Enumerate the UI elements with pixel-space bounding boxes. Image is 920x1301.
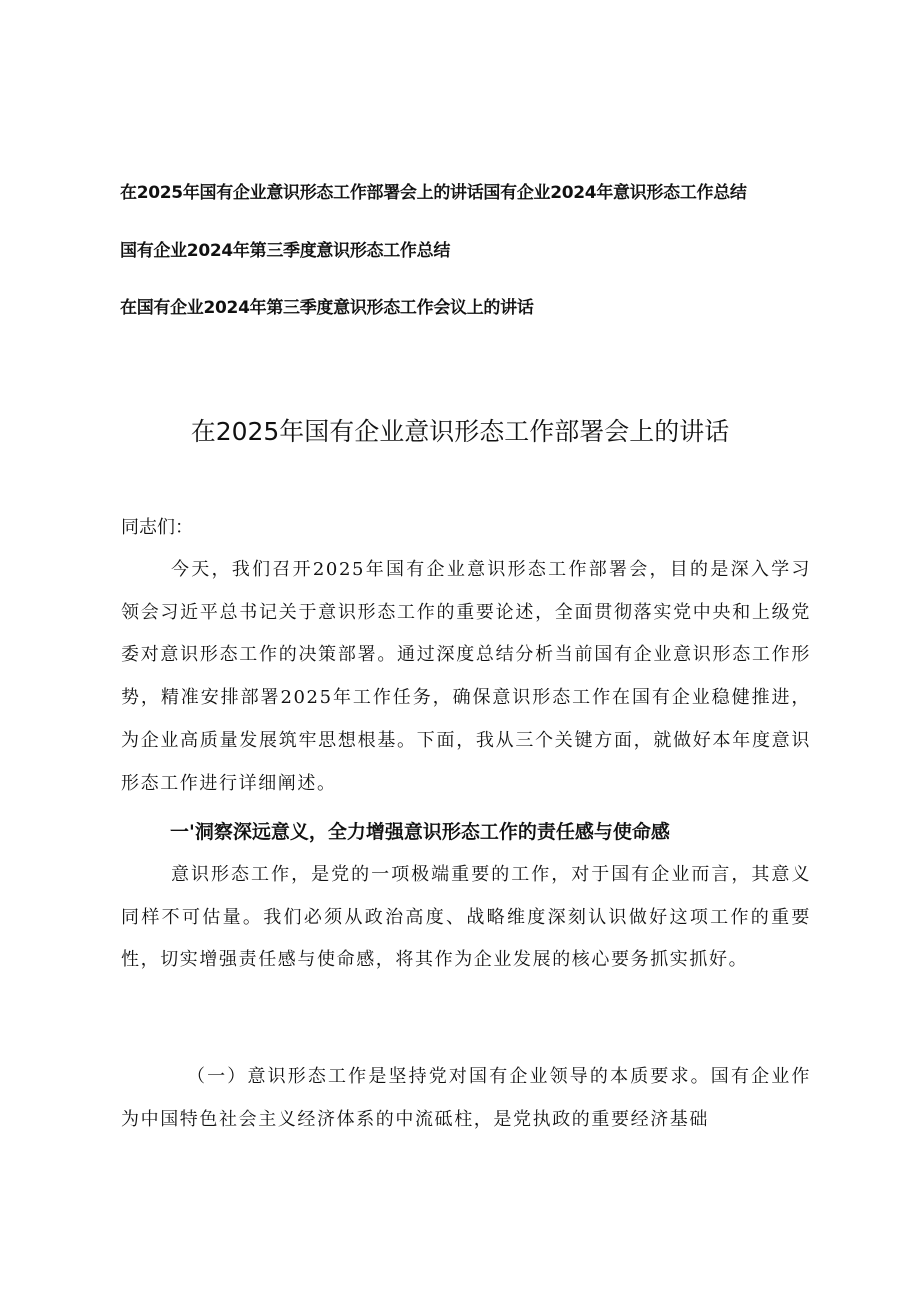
section-paragraph: 意识形态工作，是党的一项极端重要的工作，对于国有企业而言，其意义同样不可估量。我们必须从政治高度、战略维度深刻认识做好这项工作的重要性，切实增强责任感与使命感，将其作为企业发展的核心要务抓实抓好。 [121, 864, 811, 971]
toc-item: 在2025年国有企业意识形态工作部署会上的讲话国有企业2024年意识形态工作总结 [120, 183, 747, 203]
intro-paragraph: 今天，我们召开2025年国有企业意识形态工作部署会，目的是深入学习领会习近平总书记关于意识形态工作的重要论述，全面贯彻落实党中央和上级党委对意识形态工作的决策部署。通过深度总结分析当前国有企业意识形态工作形势，精准安排部署2025年工作任务，确保意识形态工作在国有企业稳健推进，为企业高质量发展筑牢思想根基。下面，我从三个关键方面，就做好本年度意识形态工作进行详细阐述。 [121, 559, 811, 794]
subsection-paragraph: （一）意识形态工作是坚持党对国有企业领导的本质要求。国有企业作为中国特色社会主义经济体系的中流砥柱，是党执政的重要经济基础 [121, 1066, 811, 1130]
document-title: 在2025年国有企业意识形态工作部署会上的讲话 [190, 417, 730, 446]
salutation: 同志们： [121, 517, 193, 538]
section-heading: 一'洞察深远意义，全力增强意识形态工作的责任感与使命感 [170, 821, 670, 843]
toc-item: 国有企业2024年第三季度意识形态工作总结 [120, 241, 451, 261]
toc-item: 在国有企业2024年第三季度意识形态工作会议上的讲话 [120, 298, 534, 318]
